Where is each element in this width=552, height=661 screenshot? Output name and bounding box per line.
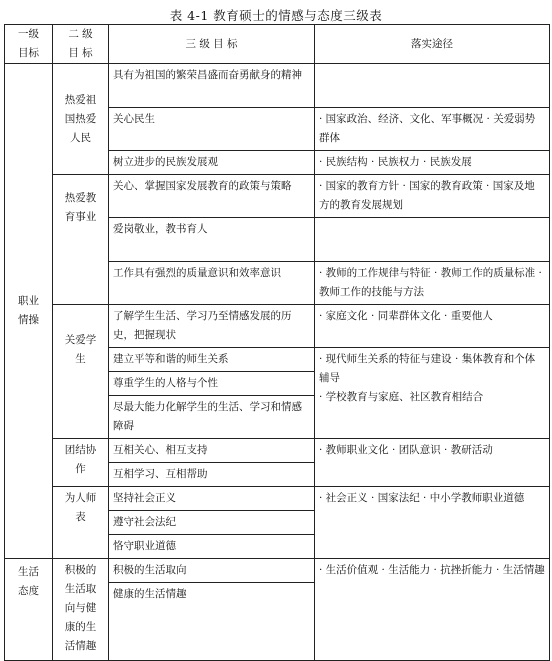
level1-cell: 职业 情操	[5, 64, 53, 559]
level2-cell: 关爱学 生	[53, 305, 109, 439]
level3-cell: 恪守职业道德	[109, 535, 315, 559]
path-cell	[315, 218, 550, 262]
level3-cell: 关心、掌握国家发展教育的政策与策略	[109, 175, 315, 218]
level2-cell: 热爱教 育事业	[53, 175, 109, 305]
level3-cell: 坚持社会正义	[109, 487, 315, 511]
table-row	[5, 439, 550, 463]
path-cell: · 家庭文化 · 同辈群体文化 · 重要他人	[315, 305, 550, 348]
level3-cell: 关心民生	[109, 108, 315, 151]
table-row	[5, 64, 550, 108]
header-level3: 三 级 目 标	[109, 25, 315, 64]
header-level1: 一级 目标	[5, 25, 53, 64]
level2-cell: 积极的 生活取 向与健 康的生 活情趣	[53, 559, 109, 661]
level3-cell: 工作具有强烈的质量意识和效率意识	[109, 262, 315, 305]
path-cell: · 教师的工作规律与特征 · 教师工作的质量标准 · 教师工作的技能与方法	[315, 262, 550, 305]
level1-cell: 生活 态度	[5, 559, 53, 661]
header-level2: 二 级 目 标	[53, 25, 109, 64]
level3-cell: 尊重学生的人格与个性	[109, 372, 315, 396]
level3-cell: 爱岗敬业，教书育人	[109, 218, 315, 262]
path-cell: · 国家政治、经济、文化、军事概况 · 关爱弱势群体	[315, 108, 550, 151]
level2-cell: 热爱祖 国热爱 人民	[53, 64, 109, 175]
path-cell: · 生活价值观 · 生活能力 · 抗挫折能力 · 生活情趣	[315, 559, 550, 661]
level3-cell: 积极的生活取向	[109, 559, 315, 583]
path-cell: · 社会正义 · 国家法纪 · 中小学教师职业道德	[315, 487, 550, 559]
level3-cell: 建立平等和谐的师生关系	[109, 348, 315, 372]
level3-cell: 遵守社会法纪	[109, 511, 315, 535]
path-cell: · 教师职业文化 · 团队意识 · 教研活动	[315, 439, 550, 487]
emotion-attitude-table	[4, 24, 550, 661]
level3-cell: 树立进步的民族发展观	[109, 151, 315, 175]
path-cell: · 国家的教育方针 · 国家的教育政策 · 国家及地方的教育发展规划	[315, 175, 550, 218]
header-paths: 落实途径	[315, 25, 550, 64]
level3-cell: 了解学生生活、学习乃至情感发展的历史，把握现状	[109, 305, 315, 348]
level2-cell: 为人师 表	[53, 487, 109, 559]
path-cell: · 民族结构 · 民族权力 · 民族发展	[315, 151, 550, 175]
path-cell	[315, 64, 550, 108]
header-row	[5, 25, 550, 64]
table-row	[5, 487, 550, 511]
level2-cell: 团结协 作	[53, 439, 109, 487]
level3-cell: 健康的生活情趣	[109, 583, 315, 661]
table-row	[5, 305, 550, 348]
path-cell: · 现代师生关系的特征与建设 · 集体教育和个体辅导 · 学校教育与家庭、社区教育相结合	[315, 348, 550, 439]
table-row	[5, 175, 550, 218]
level3-cell: 具有为祖国的繁荣昌盛而奋勇献身的精神	[109, 64, 315, 108]
level3-cell: 互相关心、相互支持	[109, 439, 315, 463]
level3-cell: 互相学习、互相帮助	[109, 463, 315, 487]
table-caption: 表 4-1 教育硕士的情感与态度三级表	[169, 8, 383, 23]
table-row	[5, 559, 550, 583]
level3-cell: 尽最大能力化解学生的生活、学习和情感障碍	[109, 396, 315, 439]
